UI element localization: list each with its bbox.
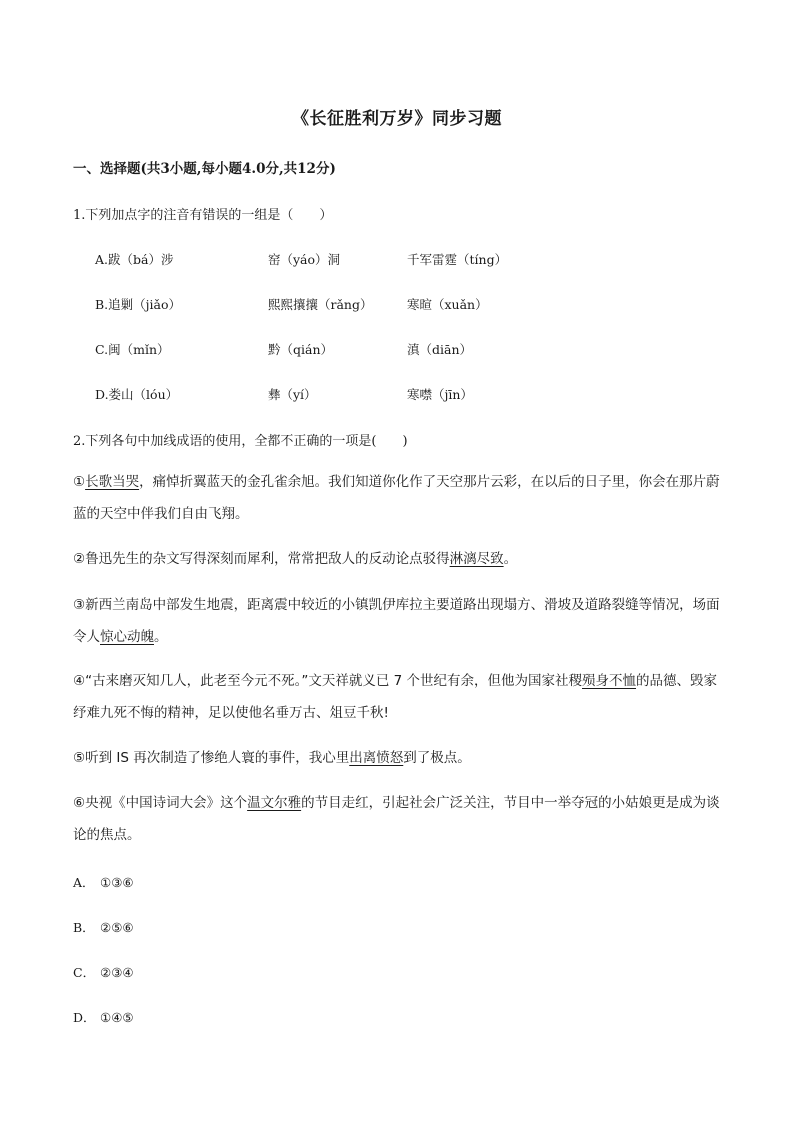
q1-option-b-3: 寒暄（xuǎn） xyxy=(407,297,488,312)
question-2-stem: 2.下列各句中加线成语的使用，全都不正确的一项是( ) xyxy=(73,434,408,449)
q1-option-d-1: D.娄山（lóu） xyxy=(95,387,179,402)
q2-s4-pre: ④“古来磨灭知几人，此老至今元不死。”文天祥就义已 7 个世纪有余，但他为国家社稷 xyxy=(73,673,583,689)
q2-sentence-1 xyxy=(73,466,723,530)
q2-s5-post: 到了极点。 xyxy=(403,750,471,766)
q2-s1-post: ，痛悼折翼蓝天的金孔雀余旭。我们知道你化作了天空那片云彩，在以后的日子里，你会在那片蔚蓝的天空中伴我们自由飞翔。 xyxy=(73,474,720,522)
q1-option-a-3: 千军雷霆（tíng） xyxy=(407,252,508,267)
q2-s4-idiom: 殒身不恤 xyxy=(582,673,637,689)
answer-b-label: B． xyxy=(73,920,95,935)
q1-option-d-2: 彝（yí） xyxy=(268,387,317,402)
q2-s3-pre: ③新西兰南岛中部发生地震，距离震中较近的小镇凯伊库拉主要道路出现塌方、滑坡及道路裂缝等情况，场面令人 xyxy=(73,597,720,645)
q2-s3-idiom: 惊心动魄 xyxy=(100,629,154,645)
answer-b-text: ②⑤⑥ xyxy=(100,920,134,935)
q2-s4-post: 的品德、毁家纾难九死不悔的精神，足以使他名垂万古、俎豆千秋! xyxy=(73,673,718,721)
q2-answer-c xyxy=(73,963,134,981)
q1-option-d-3: 寒噤（jīn） xyxy=(407,387,473,402)
q2-answer-d xyxy=(73,1008,134,1026)
page-title: 《长征胜利万岁》同步习题 xyxy=(292,109,502,129)
q2-answer-b xyxy=(73,918,134,936)
q2-s2-idiom: 淋漓尽致 xyxy=(449,551,504,567)
answer-d-label: D． xyxy=(73,1010,96,1025)
q2-s3-post: 。 xyxy=(154,629,168,645)
q1-option-c-2: 黔（qián） xyxy=(268,342,334,357)
answer-c-text: ②③④ xyxy=(100,965,134,980)
q1-option-c-3: 滇（diān） xyxy=(407,342,473,357)
q1-option-b-1: B.追剿（jiǎo） xyxy=(95,297,182,312)
answer-d-text: ①④⑤ xyxy=(100,1010,134,1025)
q2-answer-a xyxy=(73,873,134,891)
q2-s5-idiom: 出离愤怒 xyxy=(349,750,404,766)
q1-option-row-a xyxy=(95,250,735,270)
q2-s1-pre: ① xyxy=(73,474,86,490)
q1-option-a-2: 窑（yáo）洞 xyxy=(268,252,341,267)
q2-s6-pre: ⑥央视《中国诗词大会》这个 xyxy=(73,795,248,811)
q1-option-row-d xyxy=(95,385,735,405)
q2-sentence-2 xyxy=(73,543,723,575)
q1-option-row-b xyxy=(95,295,735,315)
q2-sentence-3 xyxy=(73,589,723,653)
q2-s6-post: 的节目走红，引起社会广泛关注，节目中一举夺冠的小姑娘更是成为谈论的焦点。 xyxy=(73,795,720,843)
answer-a-text: ①③⑥ xyxy=(100,875,134,890)
q1-option-a-1: A.跋（bá）涉 xyxy=(95,252,174,267)
q1-option-c-1: C.闽（mǐn） xyxy=(95,342,170,357)
q1-option-row-c xyxy=(95,340,735,360)
q1-option-b-2: 熙熙攘攘（rǎng） xyxy=(268,297,373,312)
q2-s2-post: 。 xyxy=(503,551,518,567)
q2-sentence-5 xyxy=(73,742,723,774)
q2-s2-pre: ②鲁迅先生的杂文写得深刻而犀利，常常把敌人的反动论点驳得 xyxy=(73,551,450,567)
q2-s5-pre: ⑤听到 IS 再次制造了惨绝人寰的事件，我心里 xyxy=(73,750,350,766)
answer-a-label: A． xyxy=(73,875,95,890)
q2-s1-idiom: 长歌当哭 xyxy=(85,474,140,490)
q2-sentence-4 xyxy=(73,665,723,729)
q2-sentence-6 xyxy=(73,787,723,851)
answer-c-label: C． xyxy=(73,965,96,980)
section-heading: 一、选择题(共3小题,每小题4.0分,共12分) xyxy=(73,161,336,177)
question-1-stem: 1.下列加点字的注音有错误的一组是（ ） xyxy=(73,208,333,223)
q2-s6-idiom: 温文尔雅 xyxy=(247,795,302,811)
